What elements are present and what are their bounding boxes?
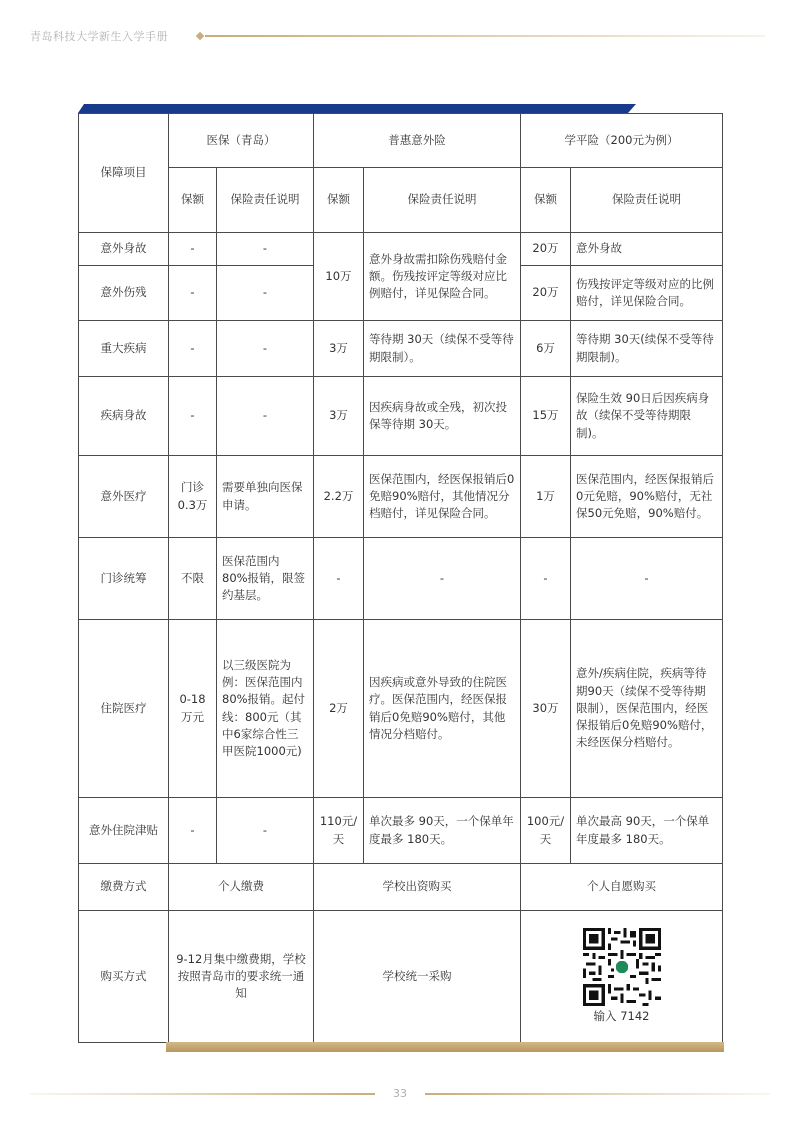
- cell: 意外身故: [571, 233, 723, 266]
- cell: 2万: [314, 620, 364, 798]
- cell: 因疾病身故或全残，初次投保等待期 30天。: [364, 377, 521, 456]
- cell: -: [217, 377, 314, 456]
- subheader-amount: 保额: [169, 168, 217, 233]
- cell: 10万: [314, 233, 364, 321]
- qr-cell: [521, 911, 723, 1043]
- cell: -: [521, 538, 571, 620]
- cell: 等待期 30天(续保不受等待期限制)。: [571, 321, 723, 377]
- handbook-title: 青岛科技大学新生入学手册: [30, 30, 168, 43]
- cell: 6万: [521, 321, 571, 377]
- table-row: [79, 456, 723, 538]
- payment-row: [79, 864, 723, 911]
- cell: 2.2万: [314, 456, 364, 538]
- table-row: [79, 377, 723, 456]
- cell: 等待期 30天（续保不受等待期限制）。: [364, 321, 521, 377]
- cell: -: [169, 266, 217, 321]
- subheader-description: 保险责任说明: [217, 168, 314, 233]
- row-label: 意外住院津贴: [79, 798, 169, 864]
- row-label: 购买方式: [79, 911, 169, 1043]
- footer-rule-left: [30, 1093, 375, 1095]
- cell: 学校统一采购: [314, 911, 521, 1043]
- cell: 3万: [314, 321, 364, 377]
- cell: 意外身故需扣除伤残赔付金额。伤残按评定等级对应比例赔付，详见保险合同。: [364, 233, 521, 321]
- table-row: [79, 538, 723, 620]
- cell: -: [217, 321, 314, 377]
- cell: 医保范围内，经医保报销后0元免赔，90%赔付，无社保50元免赔，90%赔付。: [571, 456, 723, 538]
- row-label: 门诊统筹: [79, 538, 169, 620]
- header-cell-accident-insurance: 普惠意外险: [314, 114, 521, 168]
- subheader-amount: 保额: [314, 168, 364, 233]
- cell: 20万: [521, 233, 571, 266]
- cell: 需要单独向医保申请。: [217, 456, 314, 538]
- cell: -: [217, 233, 314, 266]
- cell: 1万: [521, 456, 571, 538]
- row-label: 意外伤残: [79, 266, 169, 321]
- cell: 100元/天: [521, 798, 571, 864]
- purchase-row: [79, 911, 723, 1043]
- cell: -: [571, 538, 723, 620]
- cell: 15万: [521, 377, 571, 456]
- header-cell-coverage-item: 保障项目: [79, 114, 169, 233]
- cell: 学校出资购买: [314, 864, 521, 911]
- cell: 3万: [314, 377, 364, 456]
- cell: 保险生效 90日后因疾病身故（续保不受等待期限制)。: [571, 377, 723, 456]
- table-row: [79, 321, 723, 377]
- subheader-description: 保险责任说明: [364, 168, 521, 233]
- cell: 9-12月集中缴费期，学校按照青岛市的要求统一通知: [169, 911, 314, 1043]
- cell: 个人自愿购买: [521, 864, 723, 911]
- cell: -: [314, 538, 364, 620]
- cell: -: [217, 798, 314, 864]
- row-label: 意外医疗: [79, 456, 169, 538]
- row-label: 重大疾病: [79, 321, 169, 377]
- cell: -: [169, 377, 217, 456]
- cell: 110元/天: [314, 798, 364, 864]
- header-rule: [205, 35, 765, 37]
- row-label: 疾病身故: [79, 377, 169, 456]
- subheader-description: 保险责任说明: [571, 168, 723, 233]
- cell: 以三级医院为例：医保范围内80%报销。起付线：800元（其中6家综合性三甲医院1000元): [217, 620, 314, 798]
- cell: -: [217, 266, 314, 321]
- cell: -: [169, 798, 217, 864]
- table-row: [79, 798, 723, 864]
- footer-rule-right: [425, 1093, 770, 1095]
- cell: 门诊0.3万: [169, 456, 217, 538]
- table-row: [79, 233, 723, 266]
- cell: 个人缴费: [169, 864, 314, 911]
- qr-caption: 输入 7142: [593, 1008, 650, 1023]
- cell: -: [169, 321, 217, 377]
- row-label: 缴费方式: [79, 864, 169, 911]
- table-row: [79, 620, 723, 798]
- header-diamond-ornament: [196, 32, 204, 40]
- page-number: 33: [393, 1087, 407, 1100]
- table-top-accent-bar: [78, 104, 636, 113]
- header-cell-student-insurance: 学平险（200元为例）: [521, 114, 723, 168]
- qr-code-icon[interactable]: [583, 928, 661, 1006]
- row-label: 住院医疗: [79, 620, 169, 798]
- cell: 30万: [521, 620, 571, 798]
- cell: 单次最多 90天，一个保单年度最多 180天。: [364, 798, 521, 864]
- table-bottom-accent-bar: [166, 1042, 724, 1052]
- cell: 医保范围内 80%报销，限签约基层。: [217, 538, 314, 620]
- cell: 20万: [521, 266, 571, 321]
- cell: -: [364, 538, 521, 620]
- subheader-amount: 保额: [521, 168, 571, 233]
- cell: 不限: [169, 538, 217, 620]
- cell: 伤残按评定等级对应的比例赔付，详见保险合同。: [571, 266, 723, 321]
- cell: 0-18万元: [169, 620, 217, 798]
- cell: 因疾病或意外导致的住院医疗。医保范围内，经医保报销后0免赔90%赔付，其他情况分档赔付。: [364, 620, 521, 798]
- cell: 意外/疾病住院，疾病等待期90天（续保不受等待期限制），医保范围内，经医保报销后0免赔90%赔付，未经医保分档赔付。: [571, 620, 723, 798]
- cell: -: [169, 233, 217, 266]
- row-label: 意外身故: [79, 233, 169, 266]
- header-cell-medical-insurance: 医保（青岛）: [169, 114, 314, 168]
- insurance-comparison-table: [78, 113, 723, 1043]
- cell: 医保范围内，经医保报销后0免赔90%赔付，其他情况分档赔付，详见保险合同。: [364, 456, 521, 538]
- cell: 单次最高 90天，一个保单年度最多 180天。: [571, 798, 723, 864]
